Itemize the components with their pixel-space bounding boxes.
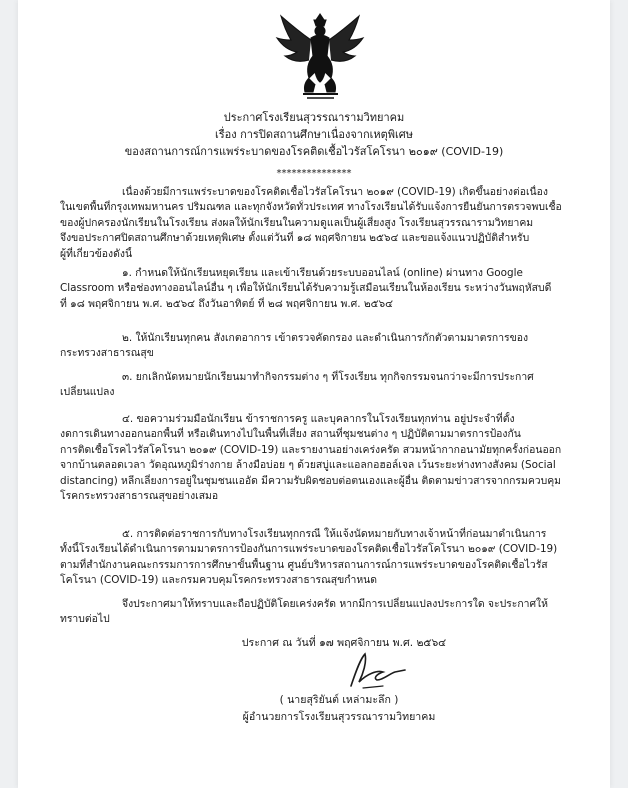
item-1-line: ที่ ๑๘ พฤศจิกายน พ.ศ. ๒๕๖๔ ถึงวันอาทิตย์ ที่ ๒๘ พฤศจิกายน พ.ศ. ๒๕๖๔ <box>60 297 393 310</box>
item-1-line: ๑. กำหนดให้นักเรียนหยุดเรียน และเข้าเรียนด้วยระบบออนไลน์ (online) ผ่านทาง Google <box>122 267 523 279</box>
item-2-paragraph <box>60 331 596 362</box>
item-5-line: โคโรนา (COVID-19) และกรมควบคุมโรคกระทรวงสาธารณสุขกำหนด <box>60 574 378 587</box>
item-4-line: distancing) หลีกเลี่ยงการอยู่ในชุมชนแออัด มีความรับผิดชอบต่อตนเองและผู้อื่น ติดตามข่าวสารจากกรมควบคุม <box>60 474 562 487</box>
item-5-line: ทั้งนี้โรงเรียนได้ดำเนินการตามมาตรการป้องกันการแพร่ระบาดของโรคติดเชื้อไวรัสโคโรนา ๒๐๑๙ (COVID-19) <box>60 543 558 556</box>
item-3-line: เปลี่ยนแปลง <box>60 386 115 399</box>
intro-line: เนื่องด้วยมีการแพร่ระบาดของโรคติดเชื้อไวรัสโคโรนา ๒๐๑๙ (COVID-19) เกิดขึ้นอย่างต่อเนื่อง <box>122 186 548 198</box>
closing-line: ทราบต่อไป <box>60 613 110 626</box>
handwritten-signature-icon <box>343 648 413 693</box>
item-2-line: ๒. ให้นักเรียนทุกคน สังเกตอาการ เข้าตรวจคัดกรอง และดำเนินการกักตัวตามมาตรการของ <box>122 332 529 344</box>
separator-stars: *************** <box>276 168 352 179</box>
item-1-paragraph <box>60 266 596 312</box>
header-subject-continued: ของสถานการณ์การแพร่ระบาดของโรคติดเชื้อไวรัสโคโรนา ๒๐๑๙ (COVID-19) <box>124 145 504 158</box>
header-subject: เรื่อง การปิดสถานศึกษาเนื่องจากเหตุพิเศษ <box>214 128 414 141</box>
intro-line: ของผู้ปกครองนักเรียนในโรงเรียน ส่งผลให้นักเรียนในความดูแลเป็นผู้เสี่ยงสูง โรงเรียนสุวรรณารามวิทยาคม <box>60 216 534 229</box>
item-4-line: โรคกระทรวงสาธารณสุขอย่างเสมอ <box>60 490 219 503</box>
header-title: ประกาศโรงเรียนสุวรรณารามวิทยาคม <box>223 111 405 124</box>
item-4-paragraph <box>60 412 596 504</box>
intro-line: จึงขอประกาศปิดสถานศึกษาด้วยเหตุพิเศษ ตั้งแต่วันที่ ๑๘ พฤศจิกายน ๒๕๖๔ และขอแจ้งแนวปฏิบัติสำหรับ <box>60 232 530 245</box>
closing-line: จึงประกาศมาให้ทราบและถือปฏิบัติโดยเคร่งครัด หากมีการเปลี่ยนแปลงประการใด จะประกาศให้ <box>122 598 548 610</box>
item-3-paragraph <box>60 370 596 401</box>
signer-name: ( นายสุริยันต์ เหล่ามะลึก ) <box>279 694 399 706</box>
item-4-line: การติดเชื้อโรคไวรัสโคโรนา ๒๐๑๙ (COVID-19) และรายงานอย่างเคร่งครัด สวมหน้ากากอนามัยทุกครั้งก่อนออก <box>60 443 562 456</box>
garuda-emblem-icon <box>273 6 368 106</box>
item-2-line: กระทรวงสาธารณสุข <box>60 347 154 360</box>
item-4-line: งดการเดินทางออกนอกพื้นที่ หรือเดินทางไปในพื้นที่เสี่ยง สถานที่ชุมชนต่าง ๆ ปฏิบัติตามมาตรการป้องกัน <box>60 428 521 441</box>
signer-position: ผู้อำนวยการโรงเรียนสุวรรณารามวิทยาคม <box>242 711 436 723</box>
intro-paragraph <box>60 185 596 262</box>
item-4-line: จากบ้านตลอดเวลา วัดอุณหภูมิร่างกาย ล้างมือบ่อย ๆ ด้วยสบู่และแอลกอฮอล์เจล เว้นระยะห่างทางสังคม (Social <box>60 459 556 472</box>
item-4-line: ๔. ขอความร่วมมือนักเรียน ข้าราชการครู และบุคลากรในโรงเรียนทุกท่าน อยู่ประจำที่ตั้ง <box>122 413 515 425</box>
item-1-line: Classroom หรือช่องทางออนไลน์อื่น ๆ เพื่อให้นักเรียนได้รับความรู้เสมือนเรียนในห้องเรียน ระหว่างวันพฤหัสบดี <box>60 282 552 295</box>
item-5-line: ๕. การติดต่อราชการกับทางโรงเรียนทุกกรณี ให้แจ้งนัดหมายกับทางเจ้าหน้าที่ก่อนมาดำเนินการ <box>122 528 547 540</box>
document-page <box>18 0 610 788</box>
intro-line: ผู้ที่เกี่ยวข้องดังนี้ <box>60 247 133 260</box>
closing-paragraph <box>60 597 596 628</box>
item-5-paragraph <box>60 527 596 589</box>
announcement-date: ประกาศ ณ วันที่ ๑๗ พฤศจิกายน พ.ศ. ๒๕๖๔ <box>241 637 447 649</box>
intro-line: ในเขตพื้นที่กรุงเทพมหานคร ปริมณฑล และทุกจังหวัดทั่วประเทศ ทางโรงเรียนได้รับแจ้งการยืนยันการตรวจพบเชื้อ <box>60 201 562 214</box>
item-5-line: ตามที่สำนักงานคณะกรรมการการศึกษาขั้นพื้นฐาน ศูนย์บริหารสถานการณ์การแพร่ระบาดของโรคติดเชื้อไวรัส <box>60 558 548 571</box>
item-3-line: ๓. ยกเลิกนัดหมายนักเรียนมาทำกิจกรรมต่าง ๆ ที่โรงเรียน ทุกกิจกรรมจนกว่าจะมีการประกาศ <box>122 371 534 383</box>
